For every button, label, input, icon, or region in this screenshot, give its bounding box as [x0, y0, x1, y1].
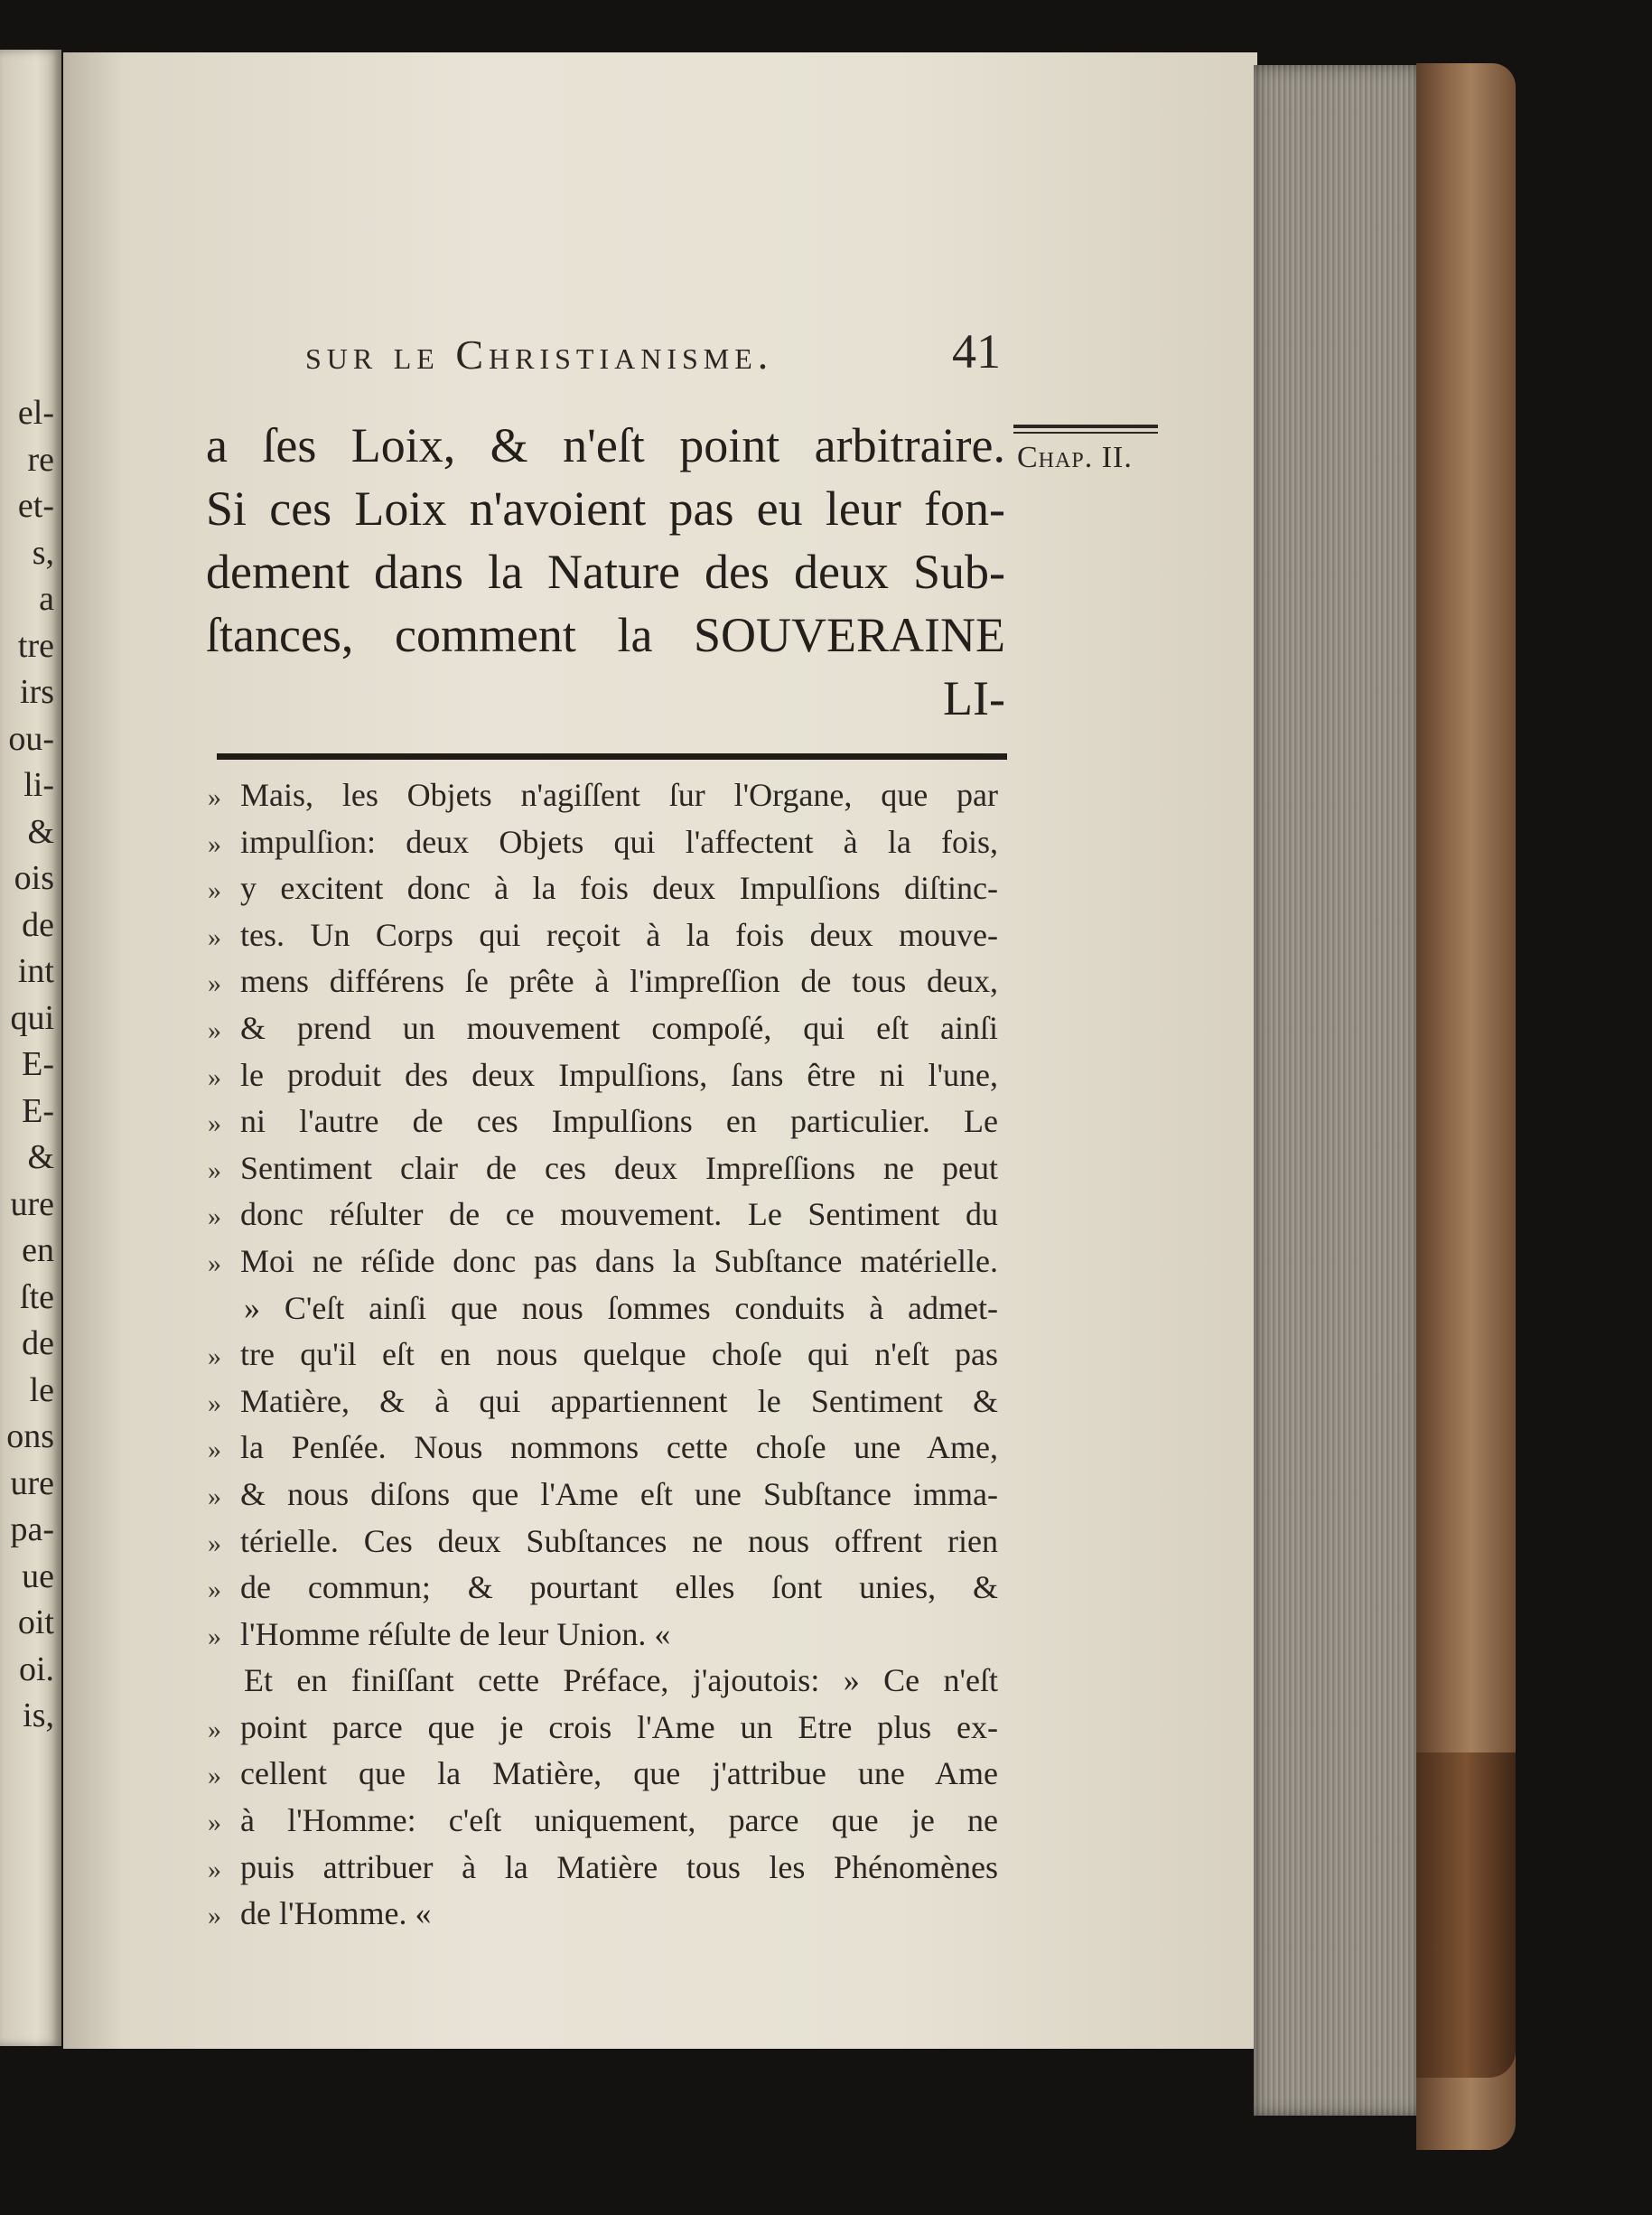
quotation-mark: »: [208, 1108, 221, 1139]
facing-page-fragment: de: [22, 1324, 54, 1362]
margin-rule: [1013, 425, 1158, 428]
main-text-line: dement dans la Nature des deux Sub-: [206, 545, 1005, 599]
footnote-line: [208, 1612, 998, 1659]
facing-page-fragment: &: [27, 812, 54, 851]
quotation-mark: »: [208, 828, 221, 859]
footnote-line-text: Sentiment clair de ces deux Impreſſions ne peut: [240, 1149, 998, 1186]
footnote-line: [208, 1798, 998, 1845]
facing-page-fragment: oi.: [18, 1650, 54, 1688]
facing-page-fragment: &: [27, 1138, 54, 1176]
footnote-line-text: & prend un mouvement compoſé, qui eſt ainſi: [240, 1009, 998, 1046]
facing-page-fragment: oit: [17, 1603, 54, 1641]
facing-page-fragment: E-: [22, 1091, 54, 1130]
facing-page-text-fragments: [0, 50, 61, 2046]
footnote-line-text: cellent que la Matière, que j'attribue une Ame: [240, 1755, 998, 1792]
main-text-line: a ſes Loix, & n'eſt point arbitraire.: [206, 418, 1005, 472]
footnote-line: [208, 772, 998, 819]
facing-page-fragment: el-: [17, 394, 54, 432]
quotation-mark: »: [208, 1854, 221, 1884]
quotation-mark: »: [208, 875, 221, 906]
footnote-line-text: l'Homme réſulte de leur Union. «: [240, 1615, 671, 1652]
facing-page-fragment: en: [22, 1231, 54, 1269]
running-head: [305, 323, 1001, 378]
facing-page-fragment: a: [39, 580, 54, 618]
footnote-line-text: Matière, & à qui appartiennent le Sentiment &: [240, 1382, 998, 1419]
facing-page-fragment: s,: [32, 533, 54, 572]
footnote-line-text: tre qu'il eſt en nous quelque choſe qui n'eſt pas: [240, 1336, 998, 1373]
marginal-chapter-note: Chap. II.: [1017, 441, 1133, 474]
facing-page-edge: [0, 50, 61, 2046]
footnote-line-text: Moi ne réſide donc pas dans la Subſtance matérielle.: [240, 1242, 998, 1279]
footnote-line-text: la Penſée. Nous nommons cette choſe une Ame,: [240, 1429, 998, 1466]
footnote-line-text: térielle. Ces deux Subſtances ne nous offrent rien: [240, 1522, 998, 1559]
footnote-line: [208, 1098, 998, 1145]
footnote-line: [208, 1052, 998, 1099]
footnote-line: [208, 1332, 998, 1379]
facing-page-fragment: ure: [10, 1463, 54, 1502]
footnote-line: [208, 1565, 998, 1612]
facing-page-fragment: ois: [14, 859, 54, 897]
main-text-line: ſtances, comment la SOUVERAINE: [206, 608, 1005, 662]
facing-page-fragment: le: [29, 1370, 54, 1409]
footnote-line: [208, 1005, 998, 1052]
facing-page-fragment: et-: [17, 487, 54, 525]
quotation-mark: »: [208, 1575, 221, 1605]
facing-page-fragment: ons: [6, 1417, 54, 1455]
footnote-line-text: Mais, les Objets n'agiſſent ſur l'Organe, que par: [240, 777, 998, 813]
facing-page-fragment: int: [17, 952, 54, 990]
quotation-mark: »: [208, 1761, 221, 1791]
facing-page-fragment: ue: [22, 1556, 54, 1595]
footnote-line-text: y excitent donc à la fois deux Impulſions diſtinc-: [240, 870, 998, 907]
quotation-mark: »: [208, 968, 221, 999]
facing-page-fragment: is,: [23, 1696, 54, 1734]
quotation-mark: »: [208, 1528, 221, 1558]
quotation-mark: »: [208, 1808, 221, 1838]
footnote-line: [208, 1238, 998, 1285]
footnote-line-text: point parce que je crois l'Ame un Etre plus ex-: [240, 1708, 998, 1745]
footnote-rule: [217, 753, 1007, 760]
main-text-block: [206, 414, 1005, 730]
footnote-line: [208, 865, 998, 912]
footnote-line-text: & nous diſons que l'Ame eſt une Subſtance imma-: [240, 1475, 998, 1512]
book-fore-edge: [1254, 65, 1421, 2116]
footnote-line: [208, 1425, 998, 1472]
footnote-line: [208, 1845, 998, 1892]
margin-rule: [1013, 432, 1158, 434]
quotation-mark: »: [208, 1154, 221, 1185]
footnote-line: [208, 1519, 998, 1565]
quotation-mark: »: [208, 1201, 221, 1232]
footnote-line-text: tes. Un Corps qui reçoit à la fois deux mouve-: [240, 916, 998, 953]
quotation-mark: »: [208, 1714, 221, 1744]
footnote-line-text: de commun; & pourtant elles ſont unies, &: [240, 1569, 998, 1606]
quotation-mark: »: [208, 1621, 221, 1651]
footnote-line-text: mens différens ſe prête à l'impreſſion de tous deux,: [240, 963, 998, 1000]
footnote-line-text: ni l'autre de ces Impulſions en particulier. Le: [240, 1103, 998, 1140]
quotation-mark: »: [208, 1061, 221, 1092]
footnote-line: [208, 1379, 998, 1425]
footnote-line-text: » C'eſt ainſi que nous ſommes conduits à admet-: [244, 1289, 998, 1326]
facing-page-fragment: irs: [20, 673, 54, 711]
footnote-line: [208, 1145, 998, 1192]
quotation-mark: »: [208, 1901, 221, 1931]
quotation-mark: »: [208, 1388, 221, 1418]
footnote-line: [208, 1192, 998, 1238]
facing-page-fragment: re: [27, 440, 54, 479]
footnote-line-text: à l'Homme: c'eſt uniquement, parce que je ne: [240, 1802, 998, 1839]
footnote-line: [208, 1658, 998, 1705]
main-text-line: LI-: [943, 671, 1005, 725]
footnote-line: [208, 912, 998, 959]
facing-page-fragment: ſte: [20, 1277, 54, 1316]
footnote-line: [208, 1285, 998, 1332]
leather-cover-corner: [1416, 1752, 1516, 2078]
footnote-line-text: Et en finiſſant cette Préface, j'ajoutois: » Ce n'eſt: [244, 1662, 998, 1699]
footnote-line: [208, 1705, 998, 1752]
facing-page-fragment: tre: [17, 626, 54, 665]
page-number: 41: [952, 324, 1001, 379]
facing-page-fragment: pa-: [10, 1510, 54, 1548]
footnote-line: [208, 1472, 998, 1519]
running-head-title: sur le Christianisme.: [305, 332, 774, 378]
footnote-line: [208, 1891, 998, 1938]
footnote-line-text: impulſion: deux Objets qui l'affectent à la fois,: [240, 823, 998, 860]
facing-page-fragment: E-: [22, 1045, 54, 1083]
main-text-line: Si ces Loix n'avoient pas eu leur fon-: [206, 481, 1005, 536]
facing-page-fragment: qui: [10, 998, 54, 1037]
footnote-line: [208, 819, 998, 866]
facing-page-fragment: ou-: [8, 719, 54, 758]
quotation-mark: »: [208, 921, 221, 952]
facing-page-fragment: de: [22, 905, 54, 944]
footnote-line: [208, 958, 998, 1005]
quotation-mark: »: [208, 782, 221, 812]
facing-page-fragment: ure: [10, 1184, 54, 1223]
quotation-mark: »: [208, 1341, 221, 1372]
quotation-mark: »: [208, 1014, 221, 1045]
footnote-line-text: puis attribuer à la Matière tous les Phénomènes: [240, 1848, 998, 1885]
footnote-line-text: de l'Homme. «: [240, 1895, 432, 1932]
footnote-line: [208, 1751, 998, 1798]
footnote-block: [208, 772, 998, 1938]
footnote-line-text: donc réſulter de ce mouvement. Le Sentiment du: [240, 1196, 998, 1233]
book-page: [63, 52, 1257, 2049]
quotation-mark: »: [208, 1248, 221, 1278]
quotation-mark: »: [208, 1435, 221, 1465]
footnote-line-text: le produit des deux Impulſions, ſans être ni l'une,: [240, 1056, 998, 1093]
facing-page-fragment: li-: [23, 766, 54, 804]
quotation-mark: »: [208, 1481, 221, 1511]
